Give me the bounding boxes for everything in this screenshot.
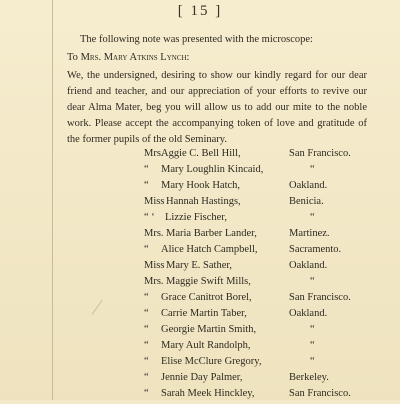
signer-row <box>0 388 400 404</box>
addressee-name: Mrs. Mary Atkins Lynch: <box>80 52 190 63</box>
signer-name: Mary Loughlin Kincaid, <box>161 164 264 175</box>
signer-name: Grace Canitrot Borel, <box>161 292 252 303</box>
signer-city: Oakland. <box>289 180 328 191</box>
signer-prefix: “ <box>144 324 149 335</box>
signer-name: Sarah Meek Hinckley, <box>161 388 255 399</box>
signer-name: Mary Ault Randolph, <box>161 340 251 351</box>
signer-row <box>0 340 400 356</box>
signer-row <box>0 356 400 372</box>
intro-line: The following note was presented with the microscope: <box>80 34 313 45</box>
signer-city: San Francisco. <box>289 148 351 159</box>
signer-city: San Francisco. <box>289 388 351 399</box>
signer-city: “ <box>310 164 315 175</box>
signer-name: Mary E. Sather, <box>166 260 233 271</box>
signer-row <box>0 324 400 340</box>
signer-city: Oakland. <box>289 260 328 271</box>
signer-prefix: “ <box>144 308 149 319</box>
signer-city: Berkeley. <box>289 372 329 383</box>
signer-prefix: Miss <box>144 260 165 271</box>
signer-name: Aggie C. Bell Hill, <box>161 148 241 159</box>
signer-prefix: “ <box>144 388 149 399</box>
signer-prefix: “ <box>144 164 149 175</box>
signer-prefix: “ <box>144 180 149 191</box>
signer-city: “ <box>310 324 315 335</box>
signer-city: Oakland. <box>289 308 328 319</box>
signer-city: “ <box>310 356 315 367</box>
page-number: [ 15 ] <box>177 3 223 19</box>
signer-name: Hannah Hastings, <box>166 196 241 207</box>
signer-prefix: “ <box>144 244 149 255</box>
signer-row <box>0 276 400 292</box>
signer-row <box>0 164 400 180</box>
signer-name: Georgie Martin Smith, <box>161 324 257 335</box>
signer-row <box>0 196 400 212</box>
signer-prefix: “ <box>144 372 149 383</box>
signer-city: Martinez. <box>289 228 330 239</box>
signer-row <box>0 260 400 276</box>
signer-prefix: Miss <box>144 196 165 207</box>
signer-prefix: “ <box>144 292 149 303</box>
signer-prefix: Mrs. <box>144 228 164 239</box>
letter-body: We, the undersigned, desiring to show our kindly regard for our dear friend and teacher, and our appreciation of your efforts to revive our dear Alma Mater, beg you will allow us to add our mite to the noble work. Please accept the accompanying token of love and gratitude of the former pupils of the old Seminary. <box>67 70 367 145</box>
signer-prefix: Mrs. <box>144 276 164 287</box>
signer-prefix: “ ‘ <box>144 212 155 223</box>
signer-city: Sacramento. <box>289 244 342 255</box>
signer-row <box>0 148 400 164</box>
signer-row <box>0 180 400 196</box>
signer-city: “ <box>310 340 315 351</box>
signer-name: Lizzie Fischer, <box>165 212 227 223</box>
signer-row <box>0 244 400 260</box>
signer-name: Maria Barber Lander, <box>166 228 257 239</box>
signer-prefix: “ <box>144 340 149 351</box>
signer-row <box>0 308 400 324</box>
addressee-line <box>67 51 189 64</box>
signer-prefix: Mrs. <box>144 148 164 159</box>
signer-name: Mary Hook Hatch, <box>161 180 241 191</box>
addressee-prefix: To <box>67 52 81 63</box>
signer-name: Carrie Martin Taber, <box>161 308 247 319</box>
signer-city: “ <box>310 212 315 223</box>
signer-row <box>0 292 400 308</box>
signer-name: Jennie Day Palmer, <box>161 372 243 383</box>
signer-row <box>0 212 400 228</box>
signer-name: Alice Hatch Campbell, <box>161 244 258 255</box>
signer-name: Elise McClure Gregory, <box>161 356 262 367</box>
signer-city: “ <box>310 276 315 287</box>
signer-prefix: “ <box>144 356 149 367</box>
signer-row <box>0 372 400 388</box>
signer-city: San Francisco. <box>289 292 351 303</box>
signer-city: Benicia. <box>289 196 324 207</box>
signer-name: Maggie Swift Mills, <box>166 276 251 287</box>
signer-row <box>0 228 400 244</box>
